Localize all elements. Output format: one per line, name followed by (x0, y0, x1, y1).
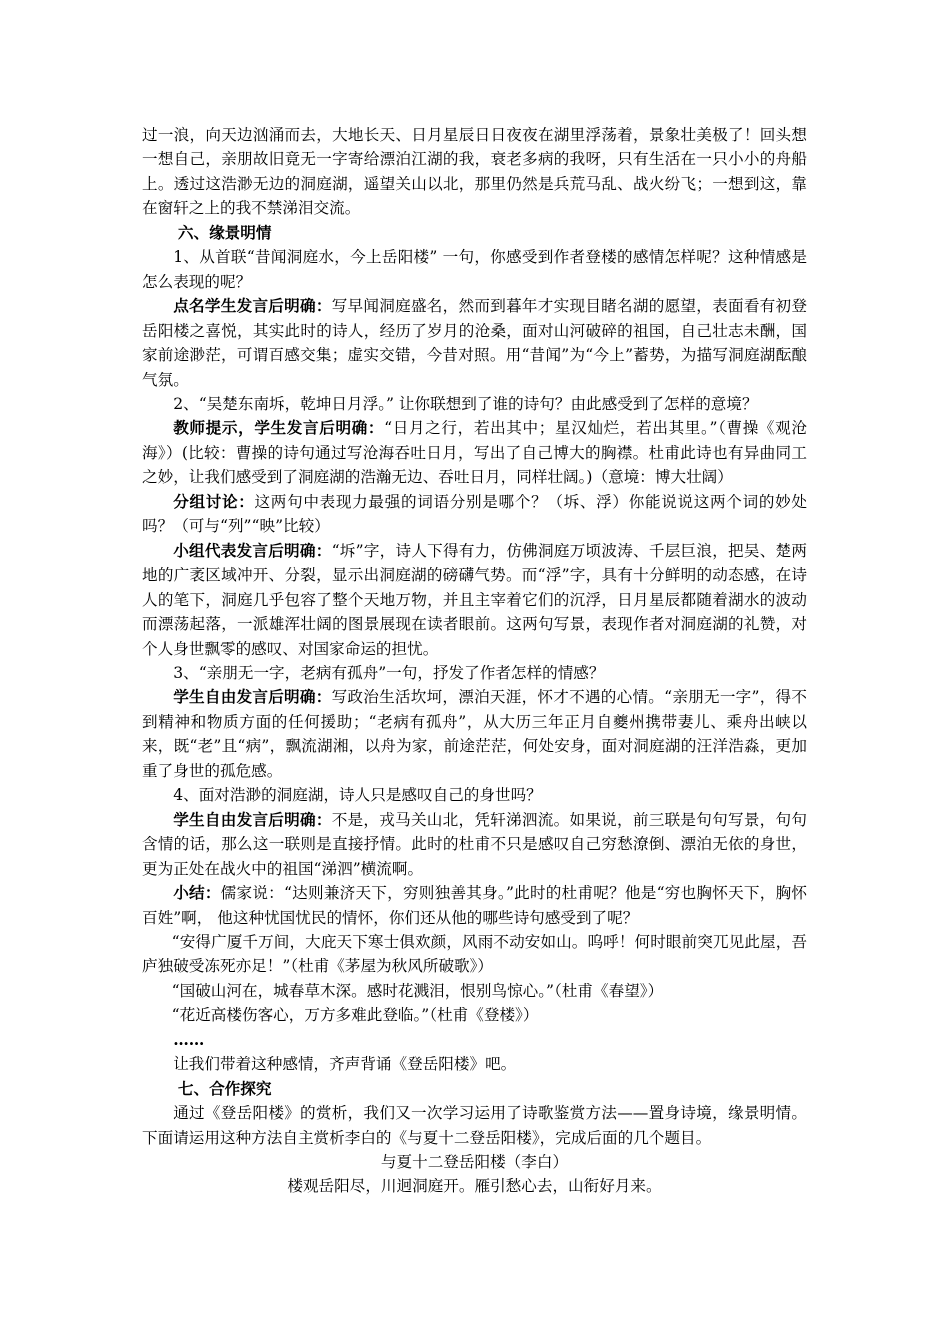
group-rep-text: “坼”字，诗人下得有力，仿佛洞庭万顷波涛、千层巨浪，把吴、楚两地的广袤区域冲开、分裂，显示出洞庭湖的磅礴气势。而“浮”字，具有十分鲜明的动态感，在诗人的笔下，洞庭几乎包容了整个天地万物，并且主宰着它们的沉浮，日月星辰都随着湖水的波动而漂荡起落，一派雄浑壮阔的图景展现在读者眼前。这两句写景，表现作者对洞庭湖的礼赞，对个人身世飘零的感叹、对国家命运的担忧。 (142, 541, 807, 658)
quote-3: “花近高楼伤客心，万方多难此登临。”（杜甫《登楼》） (171, 1006, 539, 1025)
closing-line: 让我们带着这种感情，齐声背诵《登岳阳楼》吧。 (173, 1055, 517, 1074)
question-1: 1、从首联“昔闻洞庭水，今上岳阳楼” 一句，你感受到作者登楼的感情怎样呢？这种情感是怎么表现的呢？ (142, 248, 807, 291)
answer-4-text: 不是，戎马关山北，凭轩涕泗流。如果说，前三联是句句写景，句句含情的话，那么这一联则是直接抒情。此时的杜甫不只是感叹自己穷愁潦倒、漂泊无依的身世，更为正处在战火中的祖国“涕泗”横流啊。 (142, 810, 807, 878)
group-discussion-lead: 分组讨论： (173, 491, 255, 511)
poem-line-1: 楼观岳阳尽，川迥洞庭开。雁引愁心去，山衔好月来。 (287, 1177, 662, 1196)
answer-1-lead: 点名学生发言后明确： (173, 296, 332, 316)
answer-2-lead: 教师提示，学生发言后明确： (173, 418, 385, 438)
poem-title: 与夏十二登岳阳楼（李白） (380, 1153, 569, 1172)
quote-1: “安得广厦千万间，大庇天下寒士俱欢颜，风雨不动安如山。呜呼！何时眼前突兀见此屋，吾庐独破受冻死亦足！”（杜甫《茅屋为秋风所破歌》） (142, 932, 807, 976)
answer-1-text: 写早闻洞庭盛名，然而到暮年才实现目睹名湖的愿望，表面看有初登岳阳楼之喜悦，其实此时的诗人，经历了岁月的沧桑，面对山河破碎的祖国，自己壮志未酬，国家前途渺茫，可谓百感交集；虚实交错，今昔对照。用“昔闻”为“今上”蓄势，为描写洞庭湖酝酿气氛。 (142, 297, 807, 389)
summary-text: 儒家说：“达则兼济天下，穷则独善其身。”此时的杜甫呢？他是“穷也胸怀天下，胸怀百姓”啊， 他这种忧国忧民的情怀，你们还从他的哪些诗句感受到了呢？ (142, 884, 807, 927)
ellipsis: …… (173, 1029, 205, 1049)
answer-2-text: “日月之行，若出其中；星汉灿烂，若出其里。”（曹操《观沧海》）(比较：曹操的诗句通过写沧海吞吐日月，写出了自己博大的胸襟。杜甫此诗也有异曲同工之妙，让我们感受到了洞庭湖的浩瀚无边、吞吐日月，同样壮阔。)（意境：博大壮阔） (142, 419, 807, 487)
question-3: 3、“亲朋无一字，老病有孤舟”一句，抒发了作者怎样的情感？ (173, 663, 605, 682)
answer-4 (142, 808, 807, 881)
intro-paragraph: 过一浪，向天边汹涌而去，大地长天、日月星辰日日夜夜在湖里浮荡着，景象壮美极了！回头想一想自己，亲朋故旧竟无一字寄给漂泊江湖的我，衰老多病的我呀，只有生活在一只小小的舟船上。透过这浩渺无边的洞庭湖，遥望关山以北，那里仍然是兵荒马乱、战火纷飞；一想到这，靠在窗轩之上的我不禁涕泪交流。 (142, 126, 807, 218)
answer-2 (142, 416, 807, 489)
summary (142, 881, 807, 930)
answer-3-lead: 学生自由发言后明确： (173, 687, 332, 707)
group-rep-lead: 小组代表发言后明确： (173, 540, 332, 560)
answer-3-text: 写政治生活坎坷，漂泊天涯，怀才不遇的心情。“亲朋无一字”，得不到精神和物质方面的任何援助；“老病有孤舟”，从大历三年正月自夔州携带妻儿、乘舟出峡以来，既“老”且“病”，飘流湖湘，以舟为家，前途茫茫，何处安身，面对洞庭湖的汪洋浩淼，更加重了身世的孤危感。 (142, 688, 807, 780)
group-discussion-text: 这两句中表现力最强的词语分别是哪个？（坼、浮）你能说说这两个词的妙处吗？（可与“列”“映”比较） (142, 492, 807, 536)
summary-lead: 小结： (173, 883, 221, 903)
answer-3 (142, 685, 807, 783)
document-page (142, 123, 807, 1199)
section-7-heading: 七、合作探究 (177, 1078, 272, 1098)
answer-1 (142, 294, 807, 392)
question-4: 4、面对浩渺的洞庭湖，诗人只是感叹自己的身世吗？ (173, 786, 542, 805)
section-6-heading: 六、缘景明情 (177, 222, 272, 242)
quote-2: “国破山河在，城春草木深。感时花溅泪，恨别鸟惊心。”（杜甫《春望》） (171, 981, 664, 1000)
question-2: 2、“吴楚东南坼，乾坤日月浮。” 让你联想到了谁的诗句？由此感受到了怎样的意境？ (173, 394, 758, 413)
answer-4-lead: 学生自由发言后明确： (173, 809, 332, 829)
group-discussion (142, 490, 807, 539)
group-rep-answer (142, 539, 807, 661)
section-7-intro: 通过《登岳阳楼》的赏析，我们又一次学习运用了诗歌鉴赏方法——置身诗境，缘景明情。下面请运用这种方法自主赏析李白的《与夏十二登岳阳楼》，完成后面的几个题目。 (142, 1104, 807, 1147)
